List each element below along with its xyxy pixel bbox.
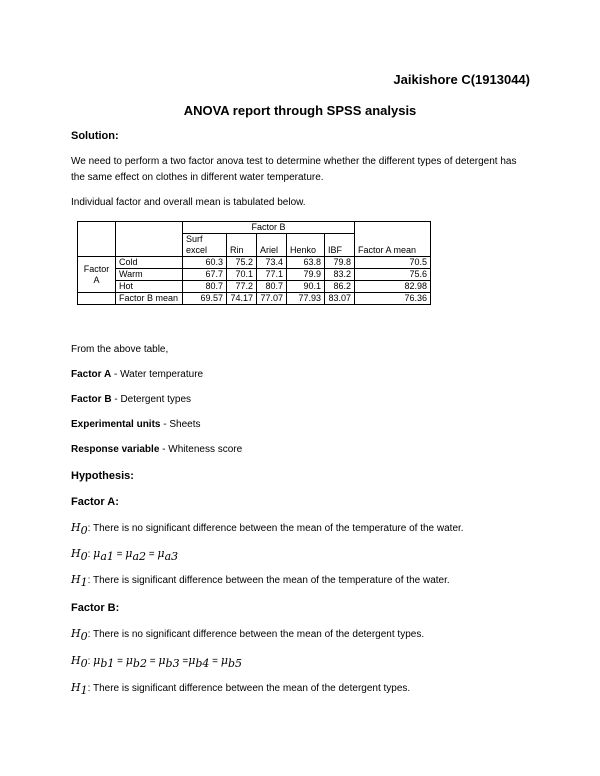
table-cell: 67.7 — [183, 269, 227, 281]
hypothesis-heading: Hypothesis: — [71, 470, 134, 482]
table-cell: 79.9 — [287, 269, 325, 281]
table-row — [78, 281, 431, 293]
h1-factor-a: $H_1$: There is significant difference between the mean of the temperature of the water. — [71, 573, 450, 589]
table-cell: 75.2 — [227, 257, 257, 269]
col-header: Ariel — [257, 234, 287, 257]
row-label: Hot — [116, 281, 183, 293]
table-cell: 83.2 — [325, 269, 355, 281]
corner-cell — [116, 222, 183, 234]
table-cell: 86.2 — [325, 281, 355, 293]
table-cell: 80.7 — [183, 281, 227, 293]
table-row — [78, 222, 431, 234]
table-cell: 77.2 — [227, 281, 257, 293]
table-row — [78, 234, 431, 257]
author-name: Jaikishore C(1913044) — [393, 72, 530, 87]
row-label: Cold — [116, 257, 183, 269]
table-cell: 73.4 — [257, 257, 287, 269]
table-cell: 77.1 — [257, 269, 287, 281]
intro-line-1: We need to perform a two factor anova test to determine whether the different types of detergent has — [71, 156, 517, 167]
table-cell: 77.07 — [257, 293, 287, 305]
row-label: Factor B mean — [116, 293, 183, 305]
table-cell: 80.7 — [257, 281, 287, 293]
col-header: Henko — [287, 234, 325, 257]
col-header: IBF — [325, 234, 355, 257]
table-row — [78, 257, 431, 269]
table-cell: 60.3 — [183, 257, 227, 269]
table-cell: 79.8 — [325, 257, 355, 269]
intro-line-2: the same effect on clothes in different water temperature. — [71, 172, 324, 183]
table-cell: 90.1 — [287, 281, 325, 293]
h1-factor-b: $H_1$: There is significant difference between the mean of the detergent types. — [71, 681, 411, 697]
table-cell: 70.5 — [355, 257, 431, 269]
factor-b-heading: Factor B: — [71, 602, 120, 614]
h0-equation-a: $H_0$: $\mu_{a1} = \mu_{a2} = \mu_{a3}$ — [71, 547, 179, 563]
page-title: ANOVA report through SPSS analysis — [183, 103, 417, 118]
col-header: Surf excel — [183, 234, 227, 257]
solution-heading: Solution: — [71, 130, 119, 142]
factor-a-heading: Factor A: — [71, 496, 119, 508]
definition-line: Response variable - Whiteness score — [71, 444, 243, 455]
corner-cell — [78, 222, 116, 234]
means-table — [77, 221, 431, 305]
table-cell: 63.8 — [287, 257, 325, 269]
table-cell: 70.1 — [227, 269, 257, 281]
h0-factor-a: $H_0$: There is no significant difference between the mean of the temperature of the water. — [71, 521, 464, 537]
table-row — [78, 269, 431, 281]
from-table-text: From the above table, — [71, 344, 169, 355]
table-cell: 83.07 — [325, 293, 355, 305]
h0-equation-b: $H_0$: $\mu_{b1} = \mu_{b2} = \mu_{b3} =\mu_{b4} = \mu_{b5}$ — [71, 654, 243, 670]
h0-factor-b: $H_0$: There is no significant difference between the mean of the detergent types. — [71, 627, 425, 643]
definition-line: Factor A - Water temperature — [71, 369, 204, 380]
factor-b-header: Factor B — [183, 222, 355, 234]
table-cell: 75.6 — [355, 269, 431, 281]
table-cell: 74.17 — [227, 293, 257, 305]
definition-line: Experimental units - Sheets — [71, 419, 201, 430]
table-cell: 69.57 — [183, 293, 227, 305]
row-label: Warm — [116, 269, 183, 281]
col-header: Rin — [227, 234, 257, 257]
table-cell: 82.98 — [355, 281, 431, 293]
table-cell: 77.93 — [287, 293, 325, 305]
factor-a-mean-header: Factor A mean — [355, 234, 431, 257]
factor-a-label: Factor A — [78, 257, 116, 293]
table-caption: Individual factor and overall mean is tabulated below. — [71, 197, 306, 208]
overall-mean-cell: 76.36 — [355, 293, 431, 305]
corner-cell — [355, 222, 431, 234]
definition-line: Factor B - Detergent types — [71, 394, 192, 405]
table-row — [78, 293, 431, 305]
